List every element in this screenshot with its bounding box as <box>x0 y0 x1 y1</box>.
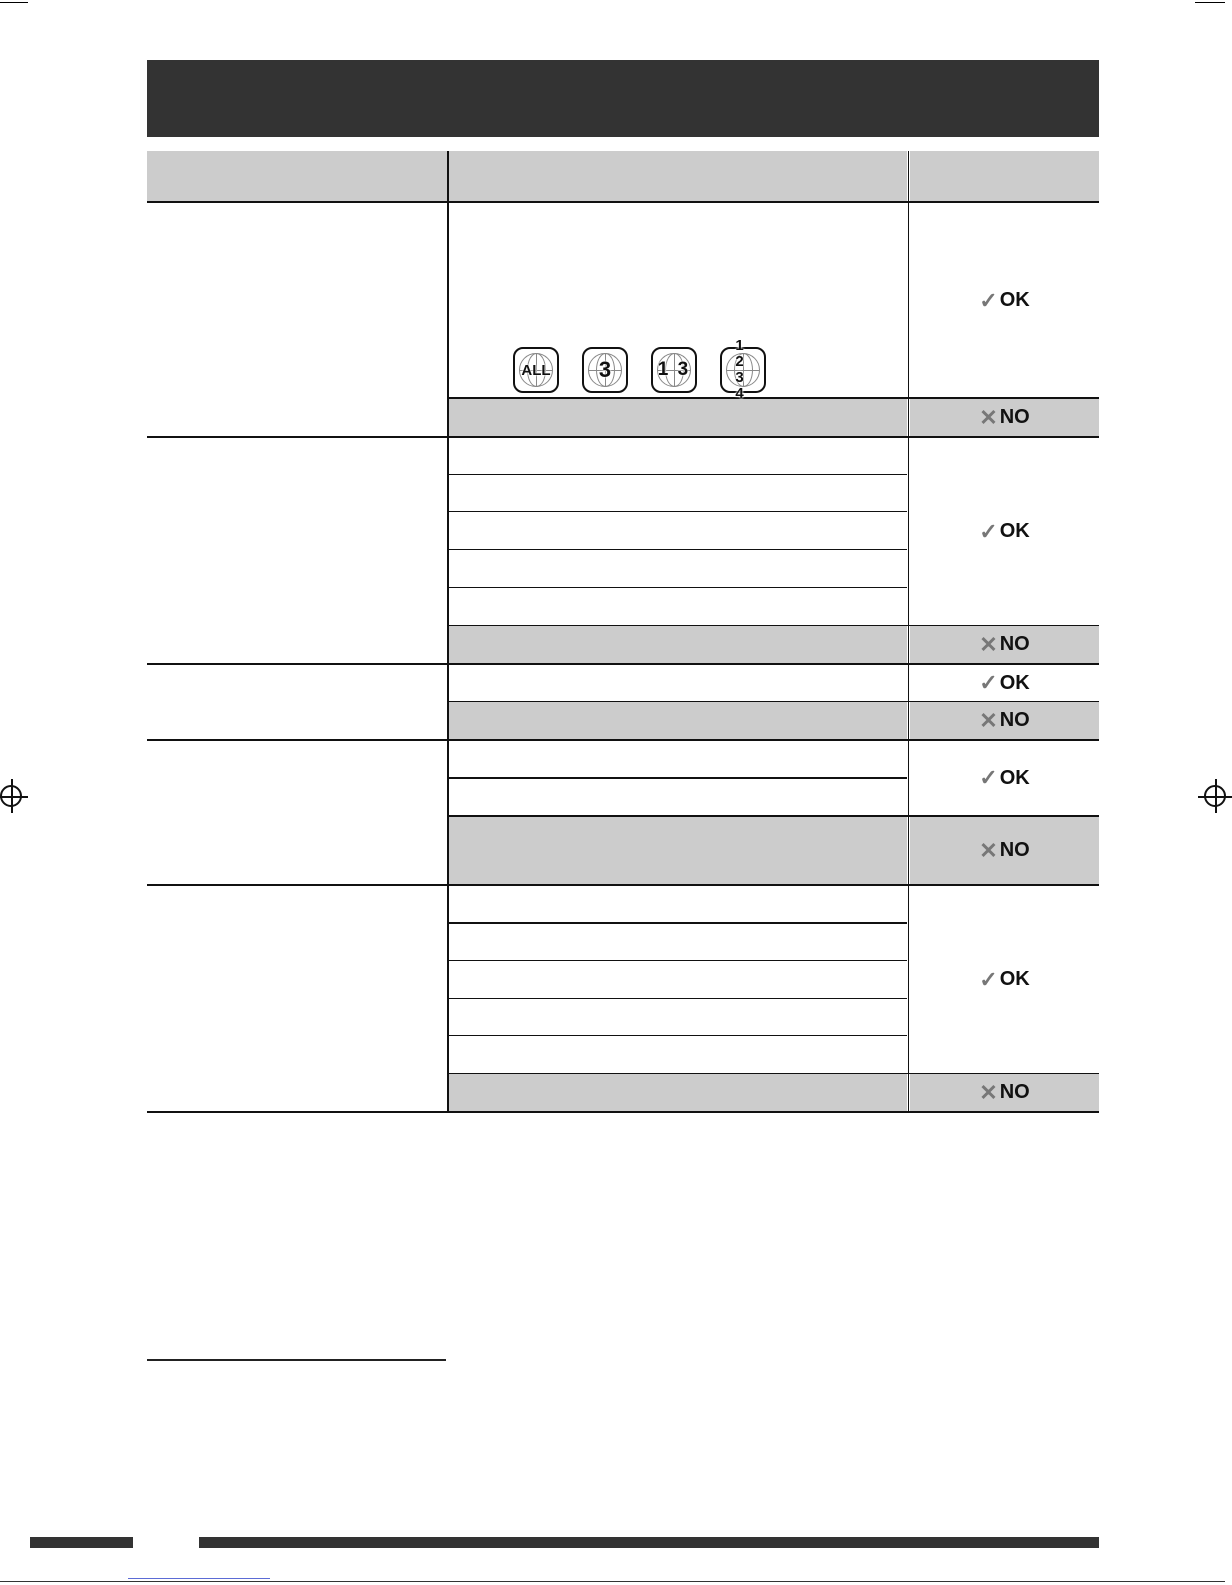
status-cell-ok <box>910 741 1099 815</box>
region-1-3-globe-icon: 1 3 <box>651 347 697 393</box>
group-rule <box>147 1111 1099 1113</box>
cross-icon: ✕ <box>979 631 998 657</box>
table-header-row <box>147 151 1099 201</box>
footer-bar-right <box>199 1537 1099 1548</box>
cross-icon: ✕ <box>979 837 998 863</box>
row-rule <box>449 474 907 475</box>
header-cell-2 <box>449 151 907 201</box>
status-cell-no <box>910 626 1099 663</box>
no-badge: ✕ NO <box>979 1079 1030 1105</box>
cross-icon: ✕ <box>979 1079 998 1105</box>
region-all-globe-icon: ALL <box>513 347 559 393</box>
registration-mark-right <box>1204 785 1226 807</box>
row-gray <box>449 399 907 436</box>
region-code-icons <box>513 337 766 402</box>
no-badge: ✕ NO <box>979 404 1030 430</box>
row-rule <box>449 1035 907 1036</box>
registration-mark-left <box>0 785 22 807</box>
region-1-2-3-4-globe-icon: 1 2 3 4 <box>720 347 766 393</box>
check-icon: ✓ <box>979 518 998 544</box>
check-icon: ✓ <box>979 765 998 790</box>
cross-icon: ✕ <box>979 707 998 733</box>
no-badge: ✕ NO <box>979 631 1030 657</box>
region-3-globe-icon: 3 <box>582 347 628 393</box>
status-cell-ok <box>910 886 1099 1073</box>
status-cell-ok <box>910 203 1099 398</box>
status-cell-no <box>910 817 1099 884</box>
footer-bar-left <box>30 1537 133 1548</box>
crop-mark-top-right <box>1195 2 1225 3</box>
row-rule <box>449 587 907 588</box>
status-cell-ok <box>910 438 1099 625</box>
column-divider <box>447 151 449 1113</box>
no-badge: ✕ NO <box>979 837 1030 863</box>
ok-badge: ✓ OK <box>979 670 1030 695</box>
row-rule <box>449 511 907 512</box>
ok-badge: ✓ OK <box>979 287 1030 313</box>
ok-badge: ✓ OK <box>979 765 1030 790</box>
page-bottom-line <box>0 1581 1225 1582</box>
crop-mark-top-left <box>0 2 28 3</box>
check-icon: ✓ <box>979 287 998 313</box>
status-cell-no <box>910 1074 1099 1111</box>
status-cell-ok <box>910 665 1099 701</box>
row-gray <box>449 1074 907 1111</box>
cross-icon: ✕ <box>979 404 998 430</box>
row-rule <box>449 777 907 779</box>
header-bar <box>147 60 1099 137</box>
row-gray <box>449 702 907 739</box>
header-cell-3 <box>910 151 1099 201</box>
check-icon: ✓ <box>979 966 998 992</box>
status-cell-no <box>910 702 1099 739</box>
row-rule <box>449 960 907 961</box>
column-divider <box>908 151 909 1113</box>
row-rule <box>449 998 907 999</box>
row-gray <box>449 626 907 663</box>
row-gray <box>449 817 907 884</box>
footnote-rule <box>147 1359 446 1361</box>
row-rule <box>449 922 907 924</box>
blue-underline <box>128 1578 270 1579</box>
ok-badge: ✓ OK <box>979 518 1030 544</box>
ok-badge: ✓ OK <box>979 966 1030 992</box>
header-cell-1 <box>147 151 447 201</box>
check-icon: ✓ <box>979 670 998 695</box>
no-badge: ✕ NO <box>979 707 1030 733</box>
status-cell-no <box>910 399 1099 436</box>
row-rule <box>449 549 907 550</box>
